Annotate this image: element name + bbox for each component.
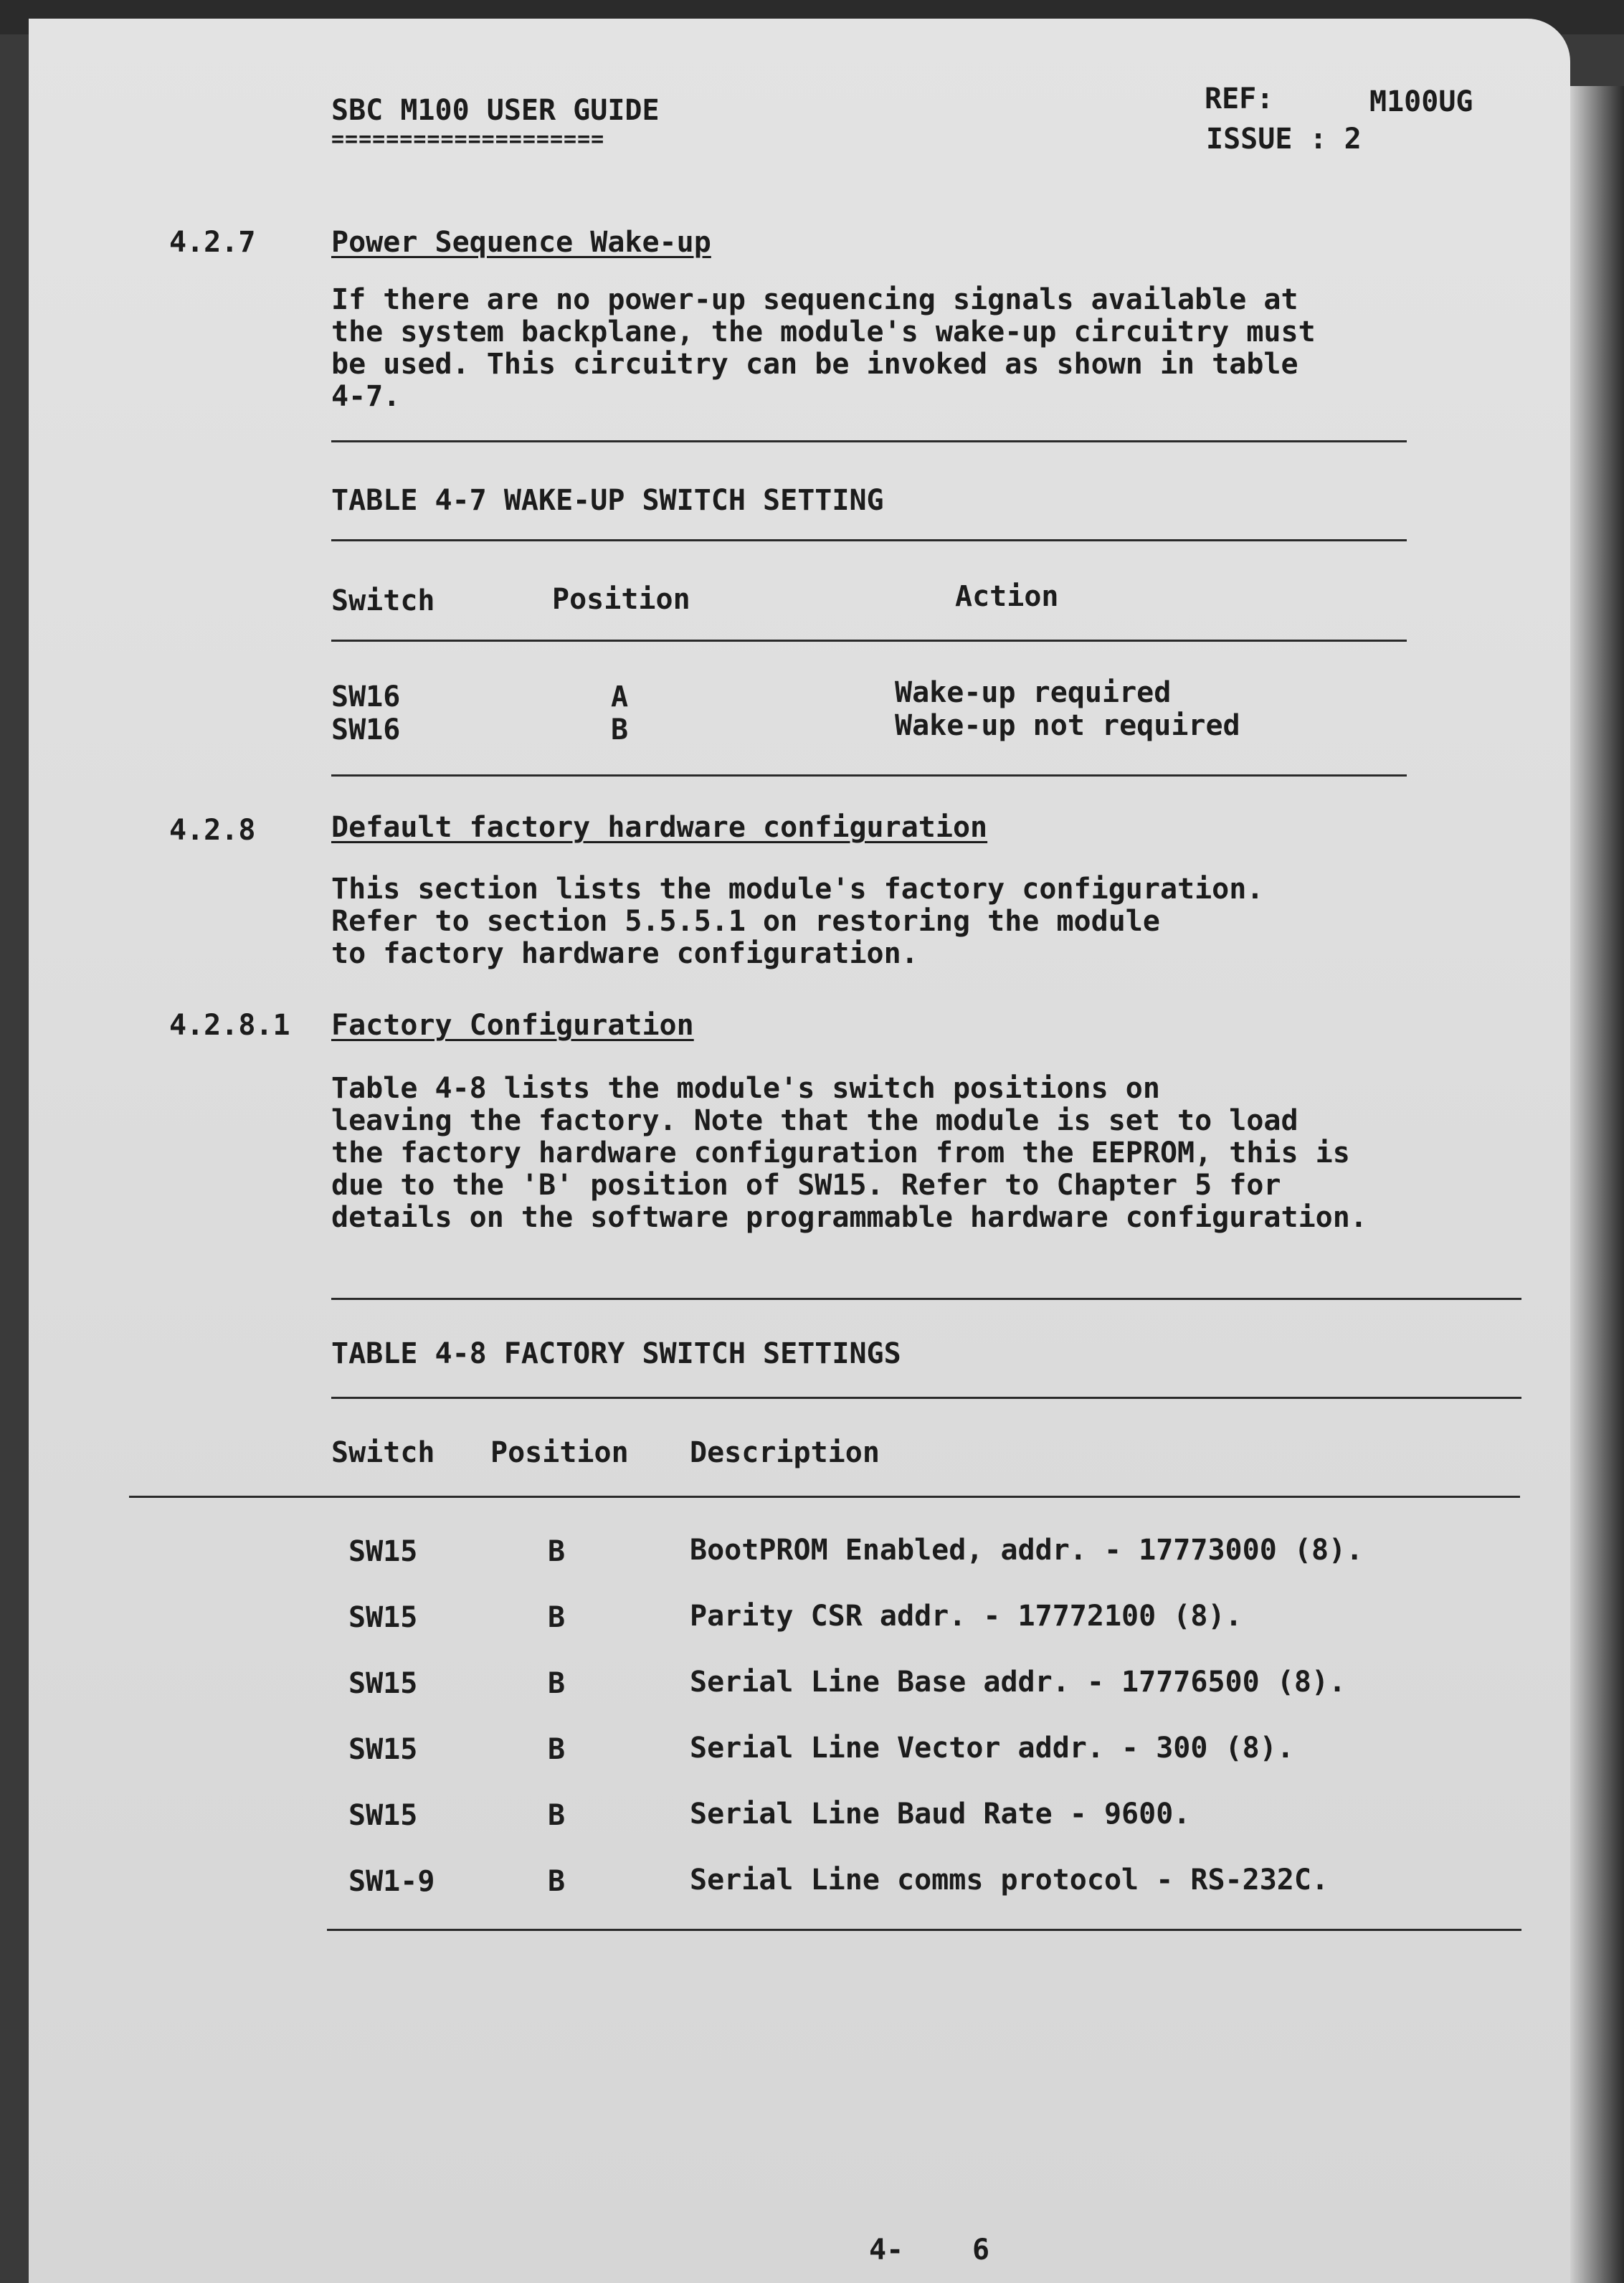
table-cell-switch: SW15 — [348, 1601, 418, 1634]
section-number: 4.2.7 — [169, 226, 256, 259]
table-cell-switch: SW15 — [348, 1733, 418, 1766]
section-body: Table 4-8 lists the module's switch positions on leaving the factory. Note that the module is set to load the factory hardware configuration from the EEPROM, this is due to the 'B' position of SW15. Refer to Chapter 5 for details on the software programmable hardware configuration. — [331, 1072, 1367, 1234]
section-title: Factory Configuration — [331, 1009, 694, 1042]
guide-title: SBC M100 USER GUIDE — [331, 94, 660, 127]
table-rule — [331, 440, 1407, 442]
column-header-description: Description — [690, 1436, 880, 1469]
column-header-switch: Switch — [331, 1436, 435, 1469]
table-cell-action: Wake-up not required — [895, 709, 1240, 742]
table-cell-switch: SW15 — [348, 1799, 418, 1832]
table-cell-position: B — [611, 713, 629, 746]
table-cell-action: Wake-up required — [895, 676, 1172, 709]
column-header-switch: Switch — [331, 584, 435, 617]
section-number: 4.2.8 — [169, 814, 256, 847]
guide-title-underline: ==================== — [331, 127, 605, 152]
table-cell-switch: SW16 — [331, 680, 401, 713]
section-number: 4.2.8.1 — [169, 1009, 290, 1042]
table-rule — [331, 774, 1407, 777]
table-rule — [331, 1298, 1521, 1300]
table-rule — [327, 1929, 1521, 1931]
table-rule — [331, 1397, 1521, 1399]
column-header-position: Position — [490, 1436, 629, 1469]
section-title: Power Sequence Wake-up — [331, 226, 711, 259]
table-cell-switch: SW15 — [348, 1535, 418, 1568]
section-body: This section lists the module's factory configuration. Refer to section 5.5.5.1 on restoring the module to factory hardware configuration. — [331, 873, 1264, 970]
table-title: TABLE 4-8 FACTORY SWITCH SETTINGS — [331, 1337, 901, 1370]
ref-value: M100UG — [1369, 85, 1473, 118]
column-header-action: Action — [955, 580, 1059, 613]
section-body: If there are no power-up sequencing signals available at the system backplane, the module's wake-up circuitry must be used. This circuitry can be invoked as shown in table 4-7. — [331, 283, 1316, 413]
table-title: TABLE 4-7 WAKE-UP SWITCH SETTING — [331, 484, 884, 517]
table-cell-description: Serial Line Baud Rate - 9600. — [690, 1798, 1191, 1831]
table-cell-position: A — [611, 680, 629, 713]
table-cell-position: B — [548, 1865, 566, 1898]
table-rule — [331, 539, 1407, 541]
page-number: 6 — [972, 2234, 990, 2267]
table-cell-switch: SW16 — [331, 713, 401, 746]
table-cell-position: B — [548, 1667, 566, 1700]
column-header-position: Position — [552, 583, 690, 616]
table-cell-description: Parity CSR addr. - 17772100 (8). — [690, 1600, 1243, 1633]
table-cell-position: B — [548, 1535, 566, 1568]
issue-label: ISSUE : 2 — [1206, 123, 1362, 156]
table-cell-position: B — [548, 1601, 566, 1634]
table-cell-description: Serial Line comms protocol - RS-232C. — [690, 1864, 1329, 1897]
table-cell-description: Serial Line Vector addr. - 300 (8). — [690, 1732, 1294, 1765]
table-rule — [129, 1496, 1520, 1498]
table-cell-description: Serial Line Base addr. - 17776500 (8). — [690, 1666, 1347, 1699]
table-rule — [331, 640, 1407, 642]
section-title: Default factory hardware configuration — [331, 811, 988, 844]
table-cell-position: B — [548, 1733, 566, 1766]
table-cell-position: B — [548, 1799, 566, 1832]
table-cell-switch: SW1-9 — [348, 1865, 435, 1898]
ref-label: REF: — [1205, 82, 1274, 115]
scan-right-edge — [1570, 86, 1624, 2283]
table-cell-switch: SW15 — [348, 1667, 418, 1700]
page-number-prefix: 4- — [869, 2234, 904, 2267]
table-cell-description: BootPROM Enabled, addr. - 17773000 (8). — [690, 1534, 1364, 1567]
